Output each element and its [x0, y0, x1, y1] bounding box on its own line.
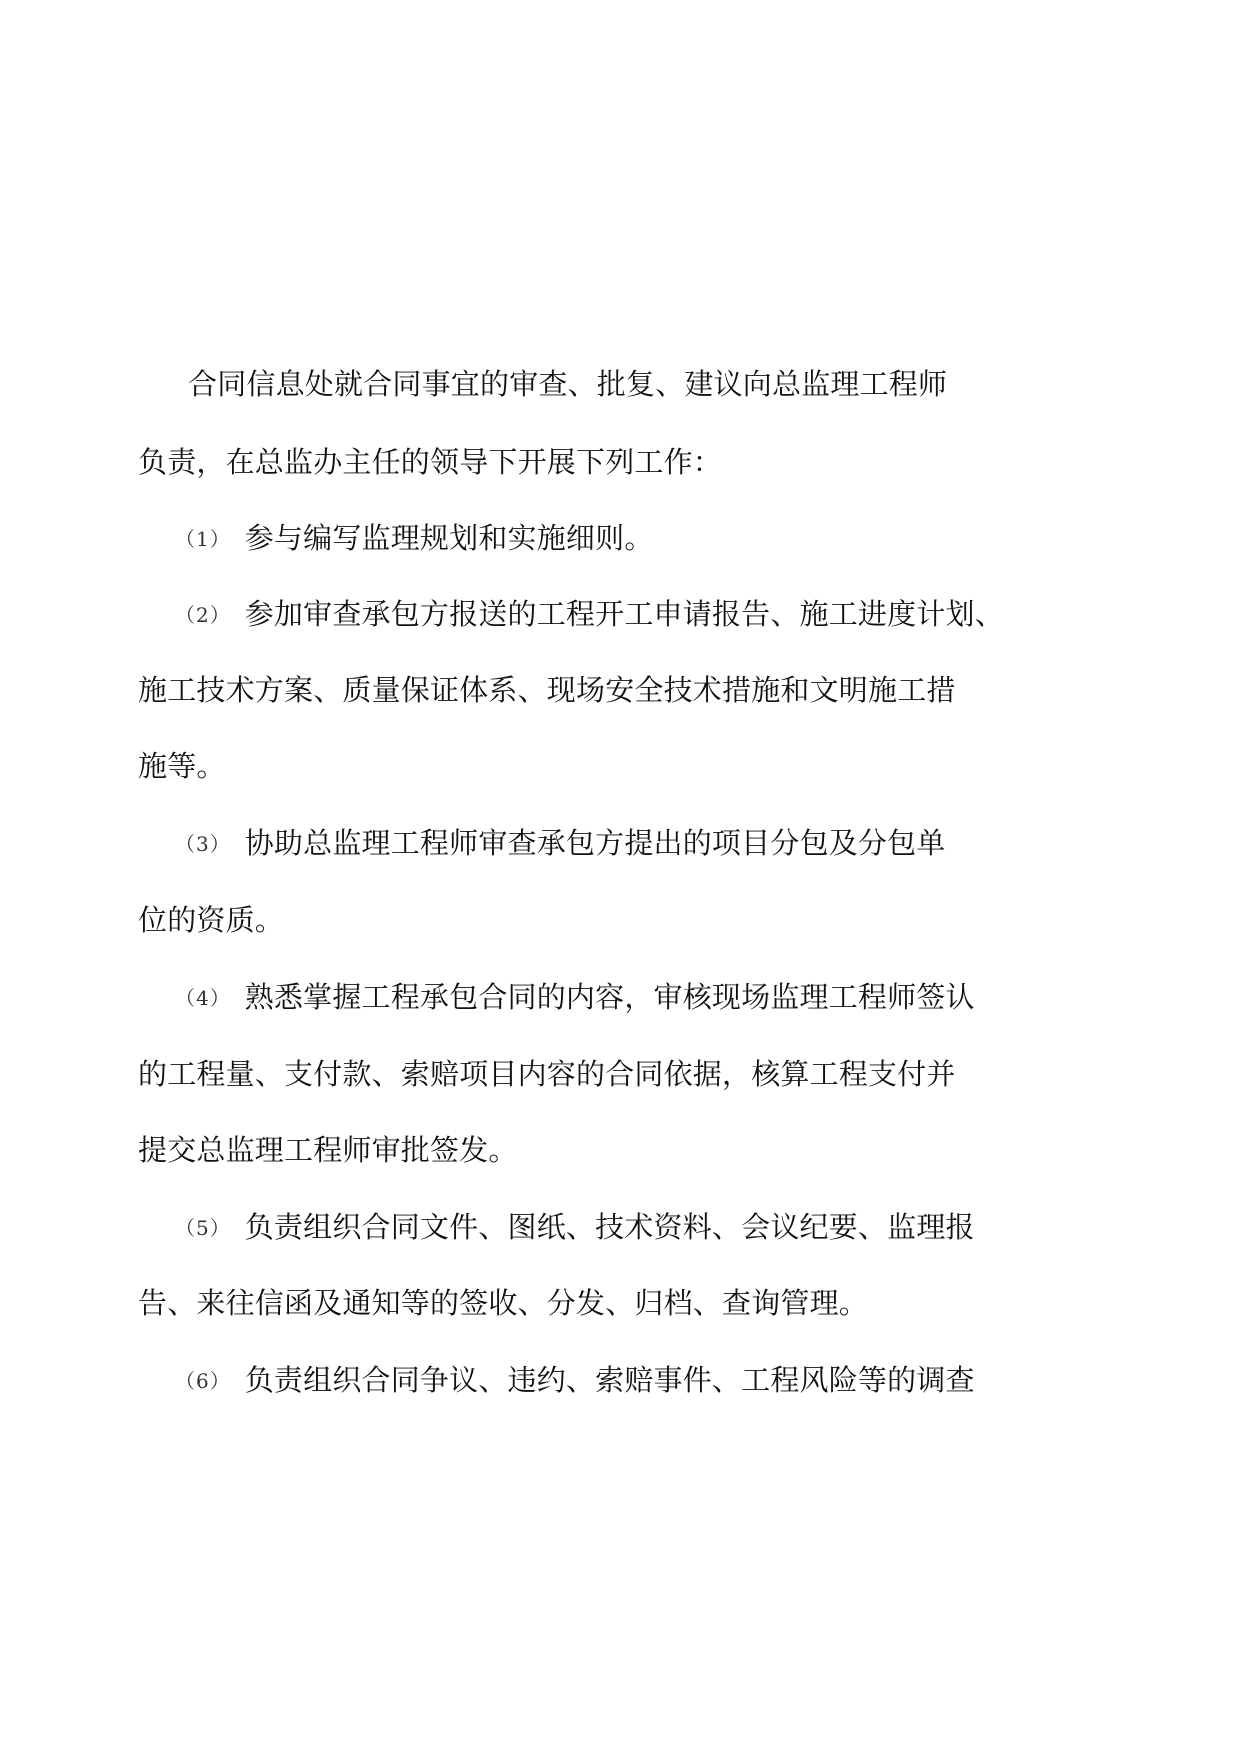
- item-continuation-line: 的工程量、支付款、索赔项目内容的合同依据，核算工程支付并: [138, 1057, 956, 1091]
- item-number: （4）: [175, 986, 231, 1010]
- item-text: 负责组织合同文件、图纸、技术资料、会议纪要、监理报: [244, 1210, 975, 1244]
- item-continuation-line: 施等。: [138, 749, 226, 783]
- item-number: （2）: [175, 603, 231, 627]
- item-text: 熟悉掌握工程承包合同的内容，审核现场监理工程师签认: [244, 980, 975, 1014]
- list-item-4: [175, 977, 975, 1017]
- item-continuation-line: 施工技术方案、质量保证体系、现场安全技术措施和文明施工措: [138, 673, 956, 707]
- list-item-3: [175, 823, 946, 863]
- item-text: 负责组织合同争议、违约、索赔事件、工程风险等的调查: [244, 1363, 975, 1397]
- item-continuation-line: 位的资质。: [138, 903, 285, 937]
- item-text: 协助总监理工程师审查承包方提出的项目分包及分包单: [244, 826, 946, 860]
- item-number: （1）: [175, 527, 231, 551]
- list-item-2: [175, 594, 1004, 634]
- intro-paragraph-line: 负责，在总监办主任的领导下开展下列工作：: [138, 445, 723, 479]
- list-item-1: [175, 518, 654, 558]
- item-continuation-line: 提交总监理工程师审批签发。: [138, 1133, 518, 1167]
- item-text: 参加审查承包方报送的工程开工申请报告、施工进度计划、: [244, 597, 1004, 631]
- item-number: （5）: [175, 1216, 231, 1240]
- item-number: （6）: [175, 1369, 231, 1393]
- intro-paragraph-line: 合同信息处就合同事宜的审查、批复、建议向总监理工程师: [188, 367, 948, 401]
- list-item-6: [175, 1360, 975, 1400]
- item-continuation-line: 告、来往信函及通知等的签收、分发、归档、查询管理。: [138, 1286, 869, 1320]
- item-number: （3）: [175, 832, 231, 856]
- list-item-5: [175, 1207, 975, 1247]
- item-text: 参与编写监理规划和实施细则。: [244, 521, 654, 555]
